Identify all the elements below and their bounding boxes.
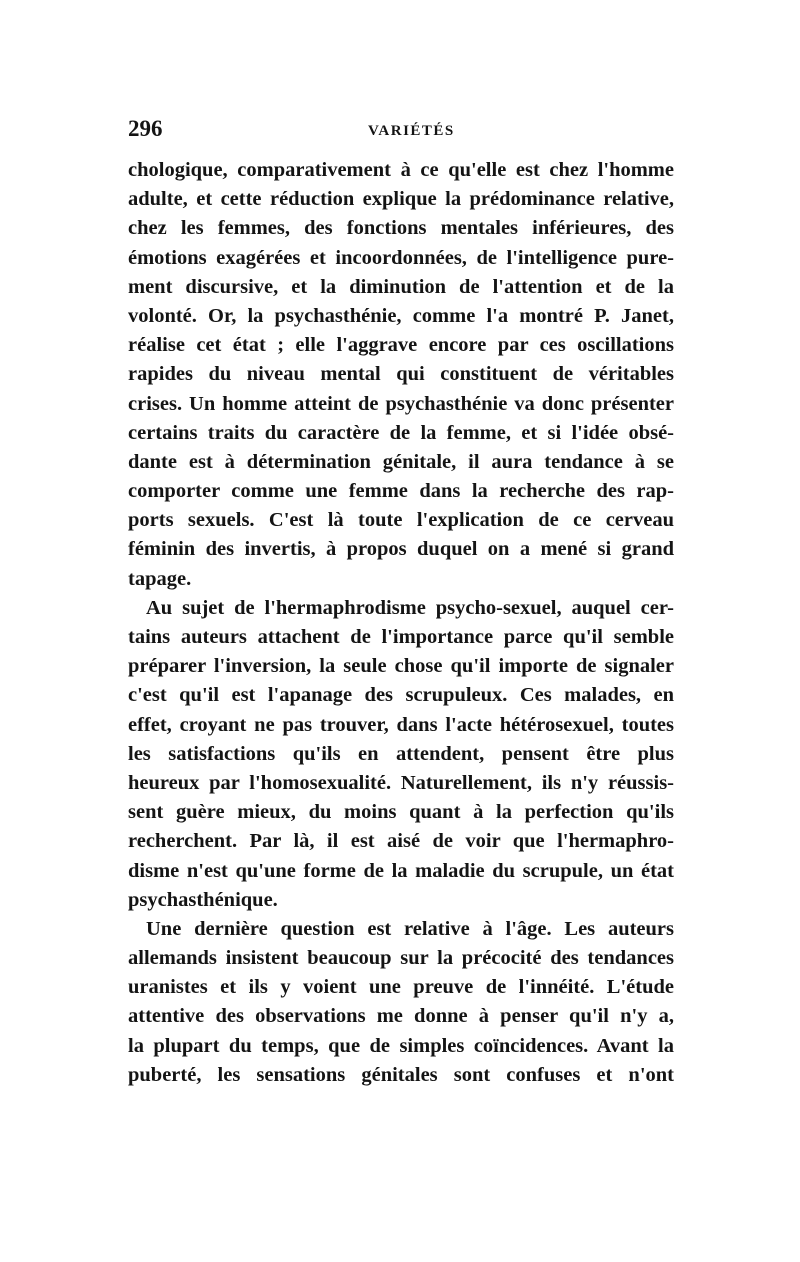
text-line: uranistes et ils y voient une preuve de l'innéité. L'étude [128, 976, 674, 999]
text-line: volonté. Or, la psychasthénie, comme l'a montré P. Janet, [128, 304, 674, 327]
text-line: heureux par l'homosexualité. Naturellement, ils n'y réussis- [128, 771, 674, 794]
paragraph-1 [128, 156, 674, 594]
text-line: c'est qu'il est l'apanage des scrupuleux. Ces malades, en [128, 684, 674, 707]
text-line: préparer l'inversion, la seule chose qu'il importe de signaler [128, 655, 674, 678]
body-text [128, 156, 674, 1090]
text-line: effet, croyant ne pas trouver, dans l'acte hétérosexuel, toutes [128, 713, 674, 736]
text-line: ports sexuels. C'est là toute l'explication de ce cerveau [128, 509, 674, 532]
text-line: puberté, les sensations génitales sont confuses et n'ont [128, 1063, 674, 1086]
text-line: recherchent. Par là, il est aisé de voir que l'hermaphro- [128, 830, 674, 853]
text-line: Une dernière question est relative à l'âge. Les auteurs [146, 917, 674, 940]
text-line: chologique, comparativement à ce qu'elle est chez l'homme [128, 159, 674, 181]
text-line: la plupart du temps, que de simples coïncidences. Avant la [128, 1034, 674, 1057]
text-line: chez les femmes, des fonctions mentales inférieures, des [128, 217, 674, 240]
text-line: réalise cet état ; elle l'aggrave encore par ces oscillations [128, 334, 674, 357]
text-line: psychasthénique. [128, 888, 278, 911]
running-title: VARIÉTÉS [368, 123, 455, 139]
running-head [128, 116, 674, 152]
text-line: crises. Un homme atteint de psychasthénie va donc présenter [128, 392, 674, 415]
text-line: attentive des observations me donne à penser qu'il n'y a, [128, 1005, 674, 1028]
text-line: certains traits du caractère de la femme, et si l'idée obsé- [128, 421, 674, 444]
paragraph-2 [128, 594, 674, 915]
text-line: adulte, et cette réduction explique la prédominance relative, [128, 188, 674, 211]
text-line: comporter comme une femme dans la recherche des rap- [128, 480, 674, 503]
text-line: tapage. [128, 567, 192, 590]
text-line: allemands insistent beaucoup sur la précocité des tendances [128, 947, 674, 970]
text-line: disme n'est qu'une forme de la maladie du scrupule, un état [128, 859, 674, 882]
text-line: ment discursive, et la diminution de l'attention et de la [128, 275, 674, 298]
text-line: les satisfactions qu'ils en attendent, pensent être plus [128, 742, 674, 765]
page-number: 296 [128, 116, 163, 141]
text-line: tains auteurs attachent de l'importance parce qu'il semble [128, 626, 674, 648]
text-line: rapides du niveau mental qui constituent de véritables [128, 363, 674, 386]
text-line: émotions exagérées et incoordonnées, de l'intelligence pure- [128, 246, 674, 269]
text-line: sent guère mieux, du moins quant à la perfection qu'ils [128, 801, 674, 824]
text-line: féminin des invertis, à propos duquel on a mené si grand [128, 538, 674, 561]
text-line: dante est à détermination génitale, il aura tendance à se [128, 450, 674, 473]
text-line: Au sujet de l'hermaphrodisme psycho-sexuel, auquel cer- [146, 596, 674, 619]
paragraph-3 [128, 915, 674, 1090]
